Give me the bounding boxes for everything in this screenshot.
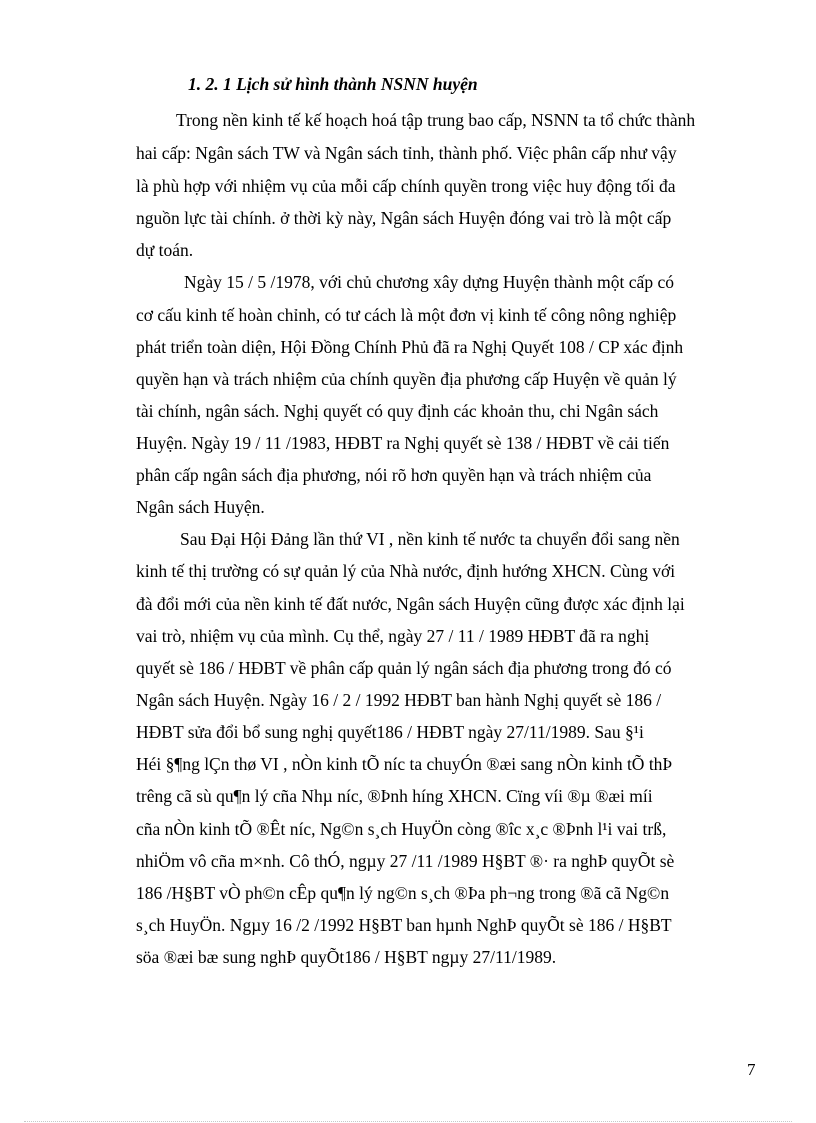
paragraph-3-line-11: nhiÖm vô cña m×nh. Cô thÓ, ngµy 27 /11 /1989 H§BT ®· ra nghÞ quyÕt sè [136,851,675,871]
paragraph-3-line-14: söa ®æi bæ sung nghÞ quyÕt186 / H§BT ngµy 27/11/1989. [136,947,557,967]
paragraph-3-line-4: vai trò, nhiệm vụ của mình. Cụ thể, ngày 27 / 11 / 1989 HĐBT đã ra nghị [136,626,650,646]
paragraph-2-line-4: quyền hạn và trách nhiệm của chính quyền địa phương cấp Huyện về quản lý [136,369,677,389]
paragraph-3-line-10: cña nÒn kinh tÕ ®Êt níc, Ng©n s¸ch HuyÖn còng ®îc x¸c ®Þnh l¹i vai trß, [136,819,667,839]
paragraph-3-line-2: kinh tế thị trường có sự quản lý của Nhà nước, định hướng XHCN. Cùng với [136,561,676,581]
paragraph-2-line-3: phát triển toàn diện, Hội Đồng Chính Phủ đã ra Nghị Quyết 108 / CP xác định [136,337,684,357]
paragraph-3-line-8: Héi §¶ng lÇn thø VI , nÒn kinh tÕ níc ta chuyÓn ®æi sang nÒn kinh tÕ thÞ [136,754,673,774]
paragraph-2-line-1: Ngày 15 / 5 /1978, với chủ chương xây dựng Huyện thành một cấp có [184,272,674,292]
paragraph-2-line-6: Huyện. Ngày 19 / 11 /1983, HĐBT ra Nghị quyết sè 138 / HĐBT về cải tiến [136,433,670,453]
paragraph-2-line-5: tài chính, ngân sách. Nghị quyết có quy định các khoản thu, chi Ngân sách [136,401,659,421]
paragraph-3-line-1: Sau Đại Hội Đảng lần thứ VI , nền kinh tế nước ta chuyển đổi sang nền [180,529,680,549]
paragraph-2-line-7: phân cấp ngân sách địa phương, nói rõ hơn quyền hạn và trách nhiệm của [136,465,652,485]
paragraph-1-line-2: hai cấp: Ngân sách TW và Ngân sách tỉnh, thành phố. Việc phân cấp như vậy [136,143,677,163]
paragraph-3-line-7: HĐBT sửa đổi bổ sung nghị quyết186 / HĐBT ngày 27/11/1989. Sau §¹i [136,722,644,742]
paragraph-2-line-2: cơ cấu kinh tế hoàn chỉnh, có tư cách là một đơn vị kinh tế công nông nghiệp [136,305,677,325]
paragraph-1-line-5: dự toán. [136,240,194,260]
paragraph-3-line-13: s¸ch HuyÖn. Ngµy 16 /2 /1992 H§BT ban hµnh NghÞ quyÕt sè 186 / H§BT [136,915,672,935]
section-heading: 1. 2. 1 Lịch sử hình thành NSNN huyện [188,74,478,94]
paragraph-2-line-8: Ngân sách Huyện. [136,497,265,517]
page-bottom-divider [24,1121,792,1122]
page-number: 7 [747,1060,756,1079]
paragraph-1-line-3: là phù hợp với nhiệm vụ của mỗi cấp chính quyền trong việc huy động tối đa [136,176,676,196]
paragraph-1-line-4: nguồn lực tài chính. ở thời kỳ này, Ngân sách Huyện đóng vai trò là một cấp [136,208,672,228]
paragraph-1-line-1: Trong nền kinh tế kế hoạch hoá tập trung bao cấp, NSNN ta tổ chức thành [176,110,696,130]
paragraph-3-line-3: đà đổi mới của nền kinh tế đất nước, Ngân sách Huyện cũng được xác định lại [136,594,685,614]
paragraph-3-line-12: 186 /H§BT vÒ ph©n cÊp qu¶n lý ng©n s¸ch ®Þa ph¬ng trong ®ã cã Ng©n [136,883,670,903]
paragraph-3-line-9: trêng cã sù qu¶n lý cña Nhµ níc, ®Þnh híng XHCN. Cïng víi ®µ ®æi míi [136,786,653,806]
paragraph-3-line-5: quyết sè 186 / HĐBT về phân cấp quản lý ngân sách địa phương trong đó có [136,658,672,678]
paragraph-3-line-6: Ngân sách Huyện. Ngày 16 / 2 / 1992 HĐBT ban hành Nghị quyết sè 186 / [136,690,662,710]
